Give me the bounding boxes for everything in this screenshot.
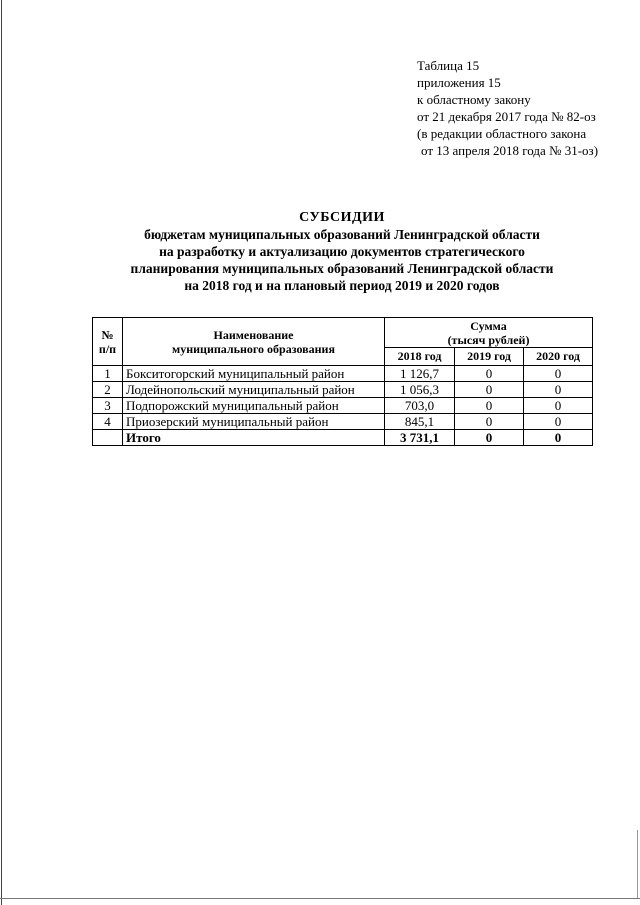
row-value-2018: 845,1: [385, 414, 455, 430]
title-line: планирования муниципальных образований Ленинградской области: [130, 261, 554, 276]
row-value-2018: 1 126,7: [385, 366, 455, 382]
row-value-2020: 0: [524, 414, 593, 430]
row-value-2019: 0: [455, 382, 524, 398]
row-name: Приозерский муниципальный район: [123, 414, 385, 430]
row-value-2019: 0: [455, 398, 524, 414]
subsidy-table: [92, 317, 593, 446]
document-title: [0, 210, 640, 294]
stamp-line: от 21 декабря 2017 года № 82-оз: [417, 109, 596, 124]
row-num: 2: [93, 382, 123, 398]
table-row: [93, 366, 593, 382]
title-main: СУБСИДИИ: [299, 210, 385, 225]
row-value-2019: 0: [455, 414, 524, 430]
row-num: 1: [93, 366, 123, 382]
row-value-2018: 703,0: [385, 398, 455, 414]
row-num: 3: [93, 398, 123, 414]
row-value-2019: 0: [455, 366, 524, 382]
title-line: бюджетам муниципальных образований Ленинградской области: [144, 227, 540, 242]
appendix-stamp: [417, 57, 598, 159]
total-label: Итого: [123, 430, 385, 446]
row-name: Бокситогорский муниципальный район: [123, 366, 385, 382]
header-year-2020: 2020 год: [524, 348, 593, 366]
header-year-2019: 2019 год: [455, 348, 524, 366]
row-value-2020: 0: [524, 366, 593, 382]
table-header-row: [93, 318, 593, 348]
table-total-row: [93, 430, 593, 446]
stamp-line: к областному закону: [417, 92, 531, 107]
header-num: № п/п: [93, 318, 123, 366]
header-year-2018: 2018 год: [385, 348, 455, 366]
row-name: Лодейнопольский муниципальный район: [123, 382, 385, 398]
total-value-2018: 3 731,1: [385, 430, 455, 446]
row-value-2020: 0: [524, 398, 593, 414]
total-num: [93, 430, 123, 446]
title-line: на разработку и актуализацию документов стратегического: [159, 244, 525, 259]
row-value-2020: 0: [524, 382, 593, 398]
stamp-line: приложения 15: [417, 75, 501, 90]
table-row: [93, 414, 593, 430]
page-edge-bottom: [0, 898, 640, 899]
total-value-2020: 0: [524, 430, 593, 446]
row-name: Подпорожский муниципальный район: [123, 398, 385, 414]
title-line: на 2018 год и на плановый период 2019 и 2020 годов: [184, 278, 500, 293]
stamp-line: Таблица 15: [417, 58, 480, 73]
table-row: [93, 382, 593, 398]
row-value-2018: 1 056,3: [385, 382, 455, 398]
header-name: Наименование муниципального образования: [123, 318, 385, 366]
page-edge-right: [637, 830, 638, 898]
header-sum: Сумма (тысяч рублей): [385, 318, 593, 348]
stamp-line: (в редакции областного закона: [417, 126, 587, 141]
stamp-line: от 13 апреля 2018 года № 31-оз): [421, 143, 599, 158]
table-row: [93, 398, 593, 414]
page-edge-left: [1, 0, 2, 905]
total-value-2019: 0: [455, 430, 524, 446]
row-num: 4: [93, 414, 123, 430]
